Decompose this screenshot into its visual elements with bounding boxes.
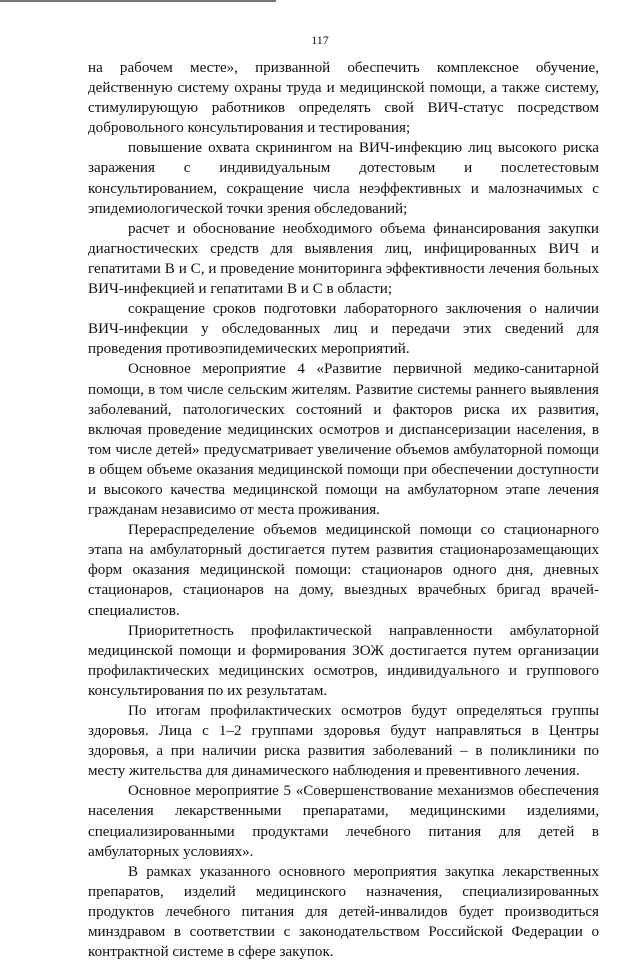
paragraph: По итогам профилактических осмотров будут определяться группы здоровья. Лица с 1–2 группами здоровья будут направляться в Центры здоровья, а при наличии риска развития заболеваний – в поликлиники по месту жительства для динамического наблюдения и превентивного лечения. — [88, 703, 599, 780]
paragraph: В рамках указанного основного мероприятия закупка лекарственных препаратов, изделий медицинского назначения, специализированных продуктов лечебного питания для детей-инвалидов будет производиться минздравом в соответствии с законодательством Российской Федерации о контрактной системе в сфере закупок. — [88, 863, 599, 961]
paragraph: на рабочем месте», призванной обеспечить комплексное обучение, действенную систему охраны труда и медицинской помощи, а также систему, стимулирующую работников определять свой ВИЧ-статус посредством добровольного консультирования и тестирования; — [88, 60, 599, 137]
paragraph: повышение охвата скринингом на ВИЧ-инфекцию лиц высокого риска заражения с индивидуальным дотестовым и послетестовым консультированием, сокращение числа неэффективных и малозначимых с эпидемиологической точки зрения обследований; — [88, 140, 599, 217]
page-text — [88, 58, 599, 962]
paragraph: сокращение сроков подготовки лабораторного заключения о наличии ВИЧ-инфекции у обследованных лиц и передачи этих сведений для проведения противоэпидемических мероприятий. — [88, 301, 599, 358]
paragraph: расчет и обоснование необходимого объема финансирования закупки диагностических средств для выявления лиц, инфицированных ВИЧ и гепатитами В и С, и проведение мониторинга эффективности лечения больных ВИЧ-инфекцией и гепатитами В и С в области; — [88, 220, 599, 298]
paragraph: Перераспределение объемов медицинской помощи со стационарного этапа на амбулаторный достигается путем развития стационарозамещающих форм оказания медицинской помощи: стационаров одного дня, дневных стационаров, стационаров на дому, выездных врачебных бригад врачей-специалистов. — [88, 522, 599, 619]
paragraph: Приоритетность профилактической направленности амбулаторной медицинской помощи и формирования ЗОЖ достигается путем организации профилактических медицинских осмотров, индивидуального и группового консультирования по их результатам. — [88, 622, 599, 699]
top-rule — [0, 0, 276, 2]
page-number: 117 — [311, 33, 329, 47]
paragraph: Основное мероприятие 4 «Развитие первичной медико-санитарной помощи, в том числе сельским жителям. Развитие системы раннего выявления заболеваний, патологических состояний и факторов риска их развития, включая проведение медицинских осмотров и диспансеризации населения, в том числе детей» предусматривает увеличение объемов амбулаторной помощи в общем объеме оказания медицинской помощи при обеспечении доступности и высокого качества медицинской помощи на амбулаторном этапе лечения гражданам независимо от места проживания. — [88, 361, 599, 519]
paragraph: Основное мероприятие 5 «Совершенствование механизмов обеспечения населения лекарственными препаратами, медицинскими изделиями, специализированными продуктами лечебного питания для детей в амбулаторных условиях». — [88, 783, 599, 860]
